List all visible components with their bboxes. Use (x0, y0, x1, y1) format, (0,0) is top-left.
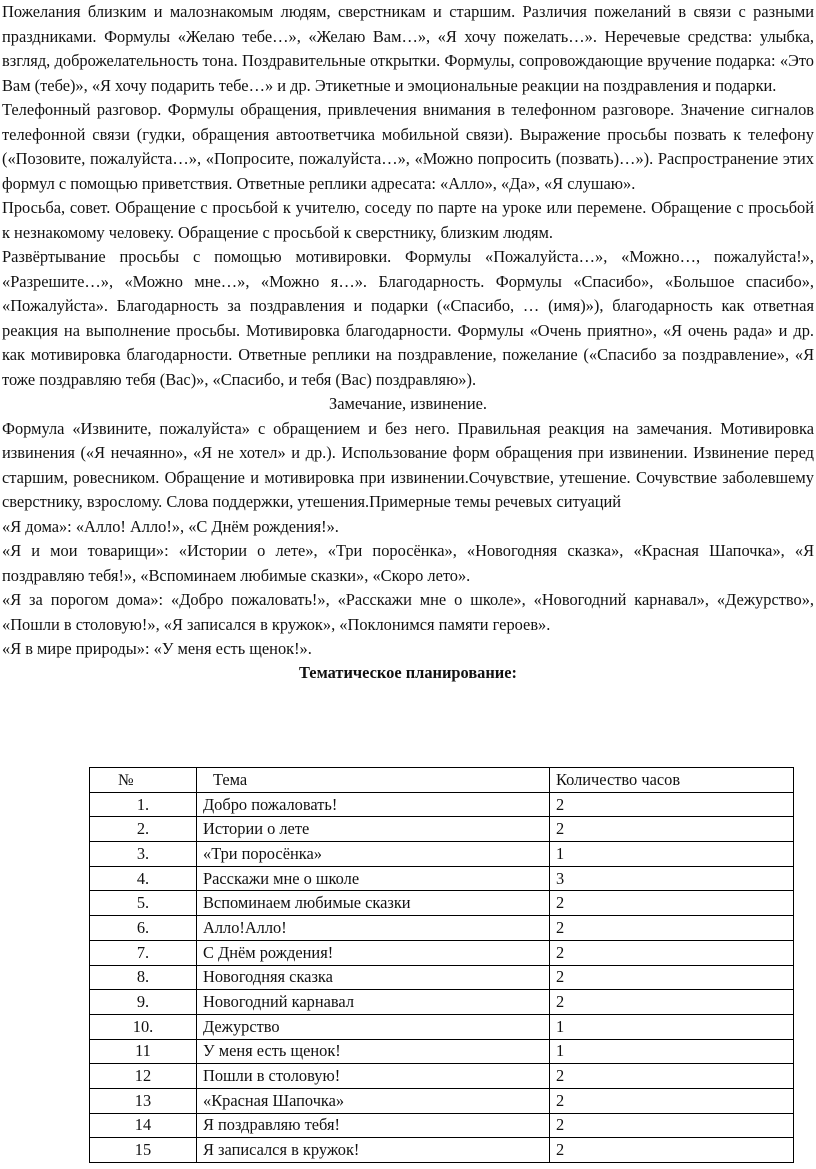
table-row (90, 940, 794, 965)
row-topic: Пошли в столовую! (197, 1064, 550, 1089)
row-number: 9. (90, 990, 197, 1015)
row-number: 8. (90, 965, 197, 990)
row-topic: Я записался в кружок! (197, 1138, 550, 1163)
row-hours: 2 (550, 1064, 794, 1089)
row-number: 2. (90, 817, 197, 842)
row-hours: 2 (550, 792, 794, 817)
table-row (90, 965, 794, 990)
row-topic: У меня есть щенок! (197, 1039, 550, 1064)
row-number: 6. (90, 916, 197, 941)
row-number: 15 (90, 1138, 197, 1163)
table-title: Тематическое планирование: (299, 662, 517, 682)
row-number: 12 (90, 1064, 197, 1089)
paragraph-gratitude: Развёртывание просьбы с помощью мотивировки. Формулы «Пожалуйста…», «Можно…, пожалуйста!», «Разрешите…», «Можно мне…», «Можно я…». Благодарность. Формулы «Спасибо», «Большое спасибо», «Пожалуйста». Благодарность за поздравления и подарки («Спасибо, … (имя)»), благодарность как ответная реакция на выполнение просьбы. Мотивировка благодарности. Формулы «Очень приятно», «Я очень рада» и др. как мотивировка благодарности. Ответные реплики на поздравление, пожелание («Спасибо за поздравление», «Я тоже поздравляю тебя (Вас)», «Спасибо, и тебя (Вас) поздравляю»). (2, 247, 814, 389)
row-hours: 2 (550, 891, 794, 916)
header-topic: Тема (197, 768, 550, 793)
topic-at-home: «Я дома»: «Алло! Алло!», «С Днём рождения!». (2, 516, 339, 536)
row-topic: «Три поросёнка» (197, 842, 550, 867)
table-header-row (90, 768, 794, 793)
row-topic: С Днём рождения! (197, 940, 550, 965)
table-row (90, 1088, 794, 1113)
row-number: 14 (90, 1113, 197, 1138)
table-row (90, 1064, 794, 1089)
row-topic: Новогодний карнавал (197, 990, 550, 1015)
paragraph-wishes: Пожелания близким и малознакомым людям, сверстникам и старшим. Различия пожеланий в связи с разными праздниками. Формулы «Желаю тебе…», «Желаю Вам…», «Я хочу пожелать…». Неречевые средства: улыбка, взгляд, доброжелательность тона. Поздравительные открытки. Формулы, сопровождающие вручение подарка: «Это Вам (тебе)», «Я хочу подарить тебе…» и др. Этикетные и эмоциональные реакции на поздравления и подарки. (2, 2, 814, 95)
row-topic: «Красная Шапочка» (197, 1088, 550, 1113)
row-topic: Алло!Алло! (197, 916, 550, 941)
paragraph-request: Просьба, совет. Обращение с просьбой к учителю, соседу по парте на уроке или перемене. Обращение с просьбой к незнакомому человеку. Обращение с просьбой к сверстнику, близким людям. (2, 198, 814, 242)
row-number: 7. (90, 940, 197, 965)
table-row (90, 1113, 794, 1138)
row-hours: 1 (550, 1014, 794, 1039)
table-row (90, 916, 794, 941)
row-number: 10. (90, 1014, 197, 1039)
row-hours: 2 (550, 1088, 794, 1113)
row-topic: Я поздравляю тебя! (197, 1113, 550, 1138)
row-topic: Расскажи мне о школе (197, 866, 550, 891)
table-row (90, 1138, 794, 1163)
row-hours: 2 (550, 817, 794, 842)
row-topic: Дежурство (197, 1014, 550, 1039)
paragraph-telephone: Телефонный разговор. Формулы обращения, привлечения внимания в телефонном разговоре. Значение сигналов телефонной связи (гудки, обращения автоответчика мобильной связи). Выражение просьбы позвать к телефону («Позовите, пожалуйста…», «Попросите, пожалуйста…», «Можно попросить (позвать)…»). Распространение этих формул с помощью приветствия. Ответные реплики адресата: «Алло», «Да», «Я слушаю». (2, 100, 814, 193)
row-topic: Новогодняя сказка (197, 965, 550, 990)
row-number: 4. (90, 866, 197, 891)
topic-nature: «Я в мире природы»: «У меня есть щенок!». (2, 639, 312, 658)
row-hours: 1 (550, 842, 794, 867)
thematic-plan-table (89, 767, 794, 1163)
row-number: 1. (90, 792, 197, 817)
row-hours: 2 (550, 916, 794, 941)
row-number: 3. (90, 842, 197, 867)
row-hours: 2 (550, 1138, 794, 1163)
table-row (90, 990, 794, 1015)
row-number: 13 (90, 1088, 197, 1113)
table-row (90, 817, 794, 842)
row-number: 5. (90, 891, 197, 916)
table-row (90, 1014, 794, 1039)
row-hours: 2 (550, 1113, 794, 1138)
table-row (90, 891, 794, 916)
row-hours: 2 (550, 940, 794, 965)
topic-friends: «Я и мои товарищи»: «Истории о лете», «Три поросёнка», «Новогодняя сказка», «Красная Шапочка», «Я поздравляю тебя!», «Вспоминаем любимые сказки», «Скоро лето». (2, 541, 814, 585)
row-hours: 2 (550, 990, 794, 1015)
table-row (90, 792, 794, 817)
row-hours: 1 (550, 1039, 794, 1064)
row-number: 11 (90, 1039, 197, 1064)
row-topic: Добро пожаловать! (197, 792, 550, 817)
row-hours: 2 (550, 965, 794, 990)
table-row (90, 842, 794, 867)
table-row (90, 866, 794, 891)
header-number: № (90, 768, 197, 793)
row-hours: 3 (550, 866, 794, 891)
header-hours: Количество часов (550, 768, 794, 793)
row-topic: Истории о лете (197, 817, 550, 842)
row-topic: Вспоминаем любимые сказки (197, 891, 550, 916)
paragraph-apology: Формула «Извините, пожалуйста» с обращением и без него. Правильная реакция на замечания. Мотивировка извинения («Я нечаянно», «Я не хотел» и др.). Использование форм обращения при извинении. Извинение перед старшим, ровесником. Обращение и мотивировка при извинении.Сочувствие, утешение. Сочувствие заболевшему сверстнику, взрослому. Слова поддержки, утешения.Примерные темы речевых ситуаций (2, 418, 814, 511)
topic-outside-home: «Я за порогом дома»: «Добро пожаловать!», «Расскажи мне о школе», «Новогодний карнавал», «Дежурство», «Пошли в столовую!», «Я записался в кружок», «Поклонимся памяти героев». (2, 590, 814, 634)
section-heading-remark: Замечание, извинение. (329, 394, 487, 413)
table-row (90, 1039, 794, 1064)
